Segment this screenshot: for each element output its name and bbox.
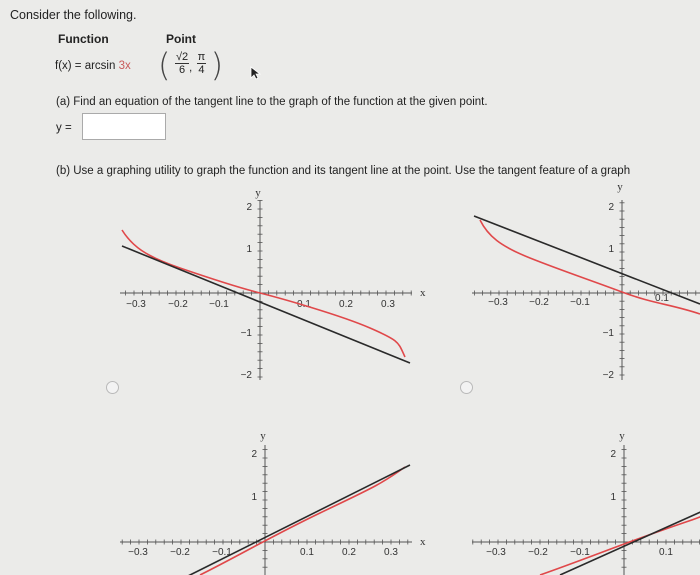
x-tick-label: 0.1: [655, 293, 669, 304]
x-tick-label: −0.2: [170, 547, 190, 558]
y-tick-label: 2: [610, 449, 616, 460]
tangent-line: [170, 465, 410, 575]
function-column-header: Function: [58, 32, 109, 46]
graph-option-d: [460, 425, 700, 575]
point-x-denominator: 6: [178, 64, 186, 76]
x-tick-label: −0.1: [570, 297, 590, 308]
x-tick-label: 0.1: [659, 547, 673, 558]
y-tick-label: 2: [246, 202, 252, 213]
radio-option-a[interactable]: [106, 381, 119, 394]
x-tick-label: −0.3: [128, 547, 148, 558]
y-tick-label: −1: [240, 328, 252, 339]
point-y-numerator: π: [197, 51, 206, 63]
tick-marks: [126, 201, 412, 377]
y-tick-label: −2: [602, 370, 614, 381]
x-tick-label: 0.2: [339, 299, 353, 310]
x-tick-label: −0.2: [168, 299, 188, 310]
point-y-denominator: 4: [198, 64, 205, 76]
y-tick-label: 1: [608, 244, 614, 255]
point-x-numerator: √2: [175, 51, 189, 63]
x-tick-label: 0.1: [300, 547, 314, 558]
point-y-fraction: [197, 51, 207, 76]
y-tick-label: −2: [240, 370, 252, 381]
x-tick-label: −0.2: [528, 547, 548, 558]
part-b-prompt: (b) Use a graphing utility to graph the function and its tangent line at the point. Use the tangent feature of a graph: [56, 165, 631, 177]
y-tick-label: −1: [602, 328, 614, 339]
x-tick-label: 0.1: [297, 299, 311, 310]
y-tick-label: 1: [251, 492, 257, 503]
function-coefficient: 3x: [118, 60, 131, 72]
left-paren: (: [158, 46, 171, 84]
x-tick-label: 0.3: [381, 299, 395, 310]
question-heading: Consider the following.: [10, 8, 137, 22]
answer-label: y =: [56, 122, 72, 134]
function-curve: [540, 515, 700, 575]
x-tick-label: 0.3: [384, 547, 398, 558]
graph-option-c: [100, 425, 430, 575]
x-tick-label: −0.1: [209, 299, 229, 310]
y-axis-label: y: [255, 187, 261, 199]
x-axis-label: x: [420, 536, 426, 548]
tangent-line: [474, 216, 700, 304]
point-column-header: Point: [166, 32, 196, 46]
part-a-prompt: (a) Find an equation of the tangent line to the graph of the function at the given point.: [56, 96, 488, 108]
y-tick-label: 1: [610, 492, 616, 503]
y-axis-label: y: [619, 430, 625, 442]
x-axis-label: x: [420, 287, 426, 299]
x-tick-label: −0.3: [488, 297, 508, 308]
y-axis-label: y: [617, 181, 623, 193]
function-text: f(x) = arcsin: [55, 60, 119, 72]
y-tick-label: 1: [246, 244, 252, 255]
x-tick-label: −0.1: [570, 547, 590, 558]
tangent-line-answer-input[interactable]: [82, 113, 166, 140]
point-x-fraction: [175, 51, 189, 76]
x-tick-label: 0.2: [342, 547, 356, 558]
right-paren: ): [210, 46, 224, 84]
tangent-line: [122, 246, 410, 363]
graph-option-b: [460, 180, 700, 400]
y-axis-label: y: [260, 430, 266, 442]
x-tick-label: −0.3: [126, 299, 146, 310]
given-point: ( $\frac{√2}{6}$ , $\frac{\pi}{4}$ ): [158, 46, 224, 84]
y-tick-label: 2: [251, 449, 257, 460]
x-tick-label: −0.3: [486, 547, 506, 558]
graph-option-a: [100, 180, 430, 400]
y-tick-label: 2: [608, 202, 614, 213]
function-definition: [55, 60, 131, 72]
mouse-cursor-icon: [250, 66, 262, 80]
radio-option-b[interactable]: [460, 381, 473, 394]
x-tick-label: −0.1: [212, 547, 232, 558]
x-tick-label: −0.2: [529, 297, 549, 308]
